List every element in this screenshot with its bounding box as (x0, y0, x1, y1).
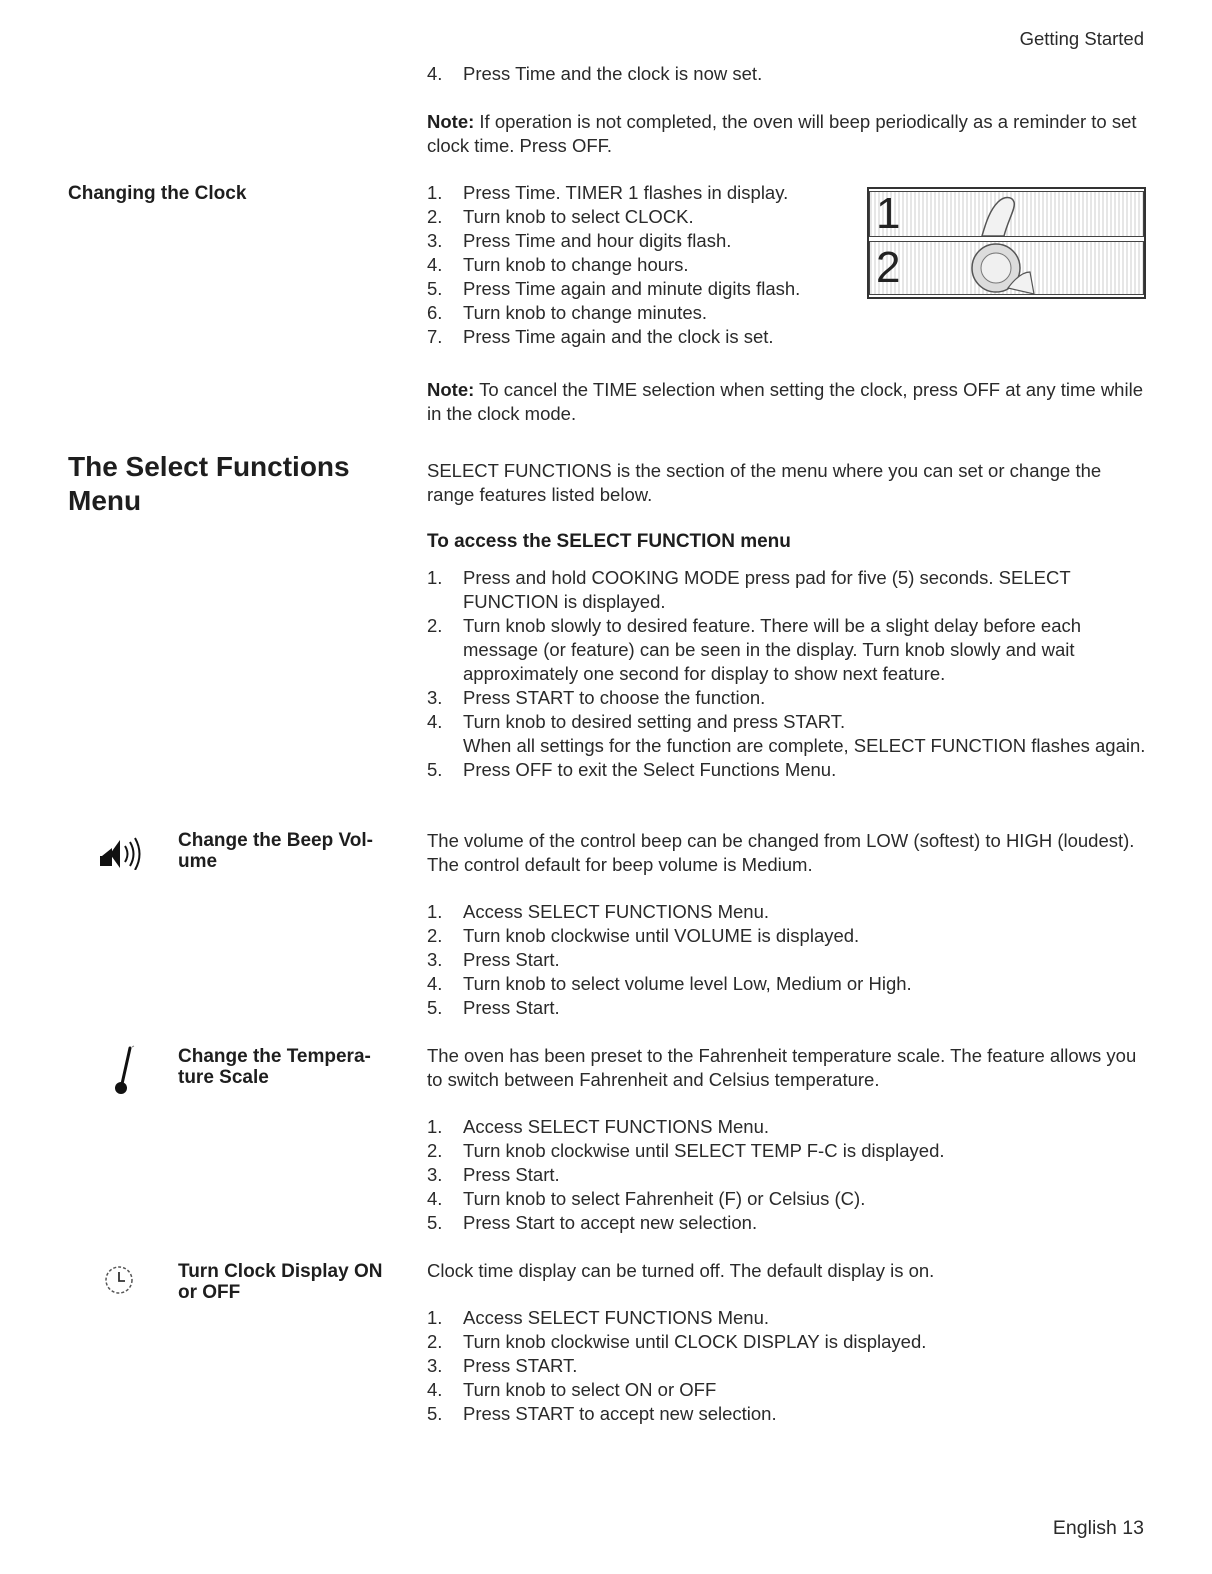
step-text: Press START to choose the function. (463, 687, 766, 708)
step-text: Turn knob clockwise until CLOCK DISPLAY is displayed. (463, 1331, 927, 1352)
step-number: 2. (427, 1331, 443, 1352)
select-functions-steps (427, 566, 1147, 782)
list-item (427, 996, 1147, 1020)
illustration-panel-1 (869, 191, 1144, 237)
list-item (427, 710, 1147, 758)
step-number: 5. (427, 278, 443, 299)
step-text: Access SELECT FUNCTIONS Menu. (463, 1307, 770, 1328)
list-item (427, 1354, 1147, 1378)
step-number: 2. (427, 206, 443, 227)
list-item (427, 1115, 1147, 1139)
step-number: 1. (427, 901, 443, 922)
note-text: If operation is not completed, the oven will beep periodically as a reminder to set clock time. Press OFF. (427, 111, 1137, 156)
step-number: 3. (427, 949, 443, 970)
step-text: Turn knob to select volume level Low, Medium or High. (463, 973, 912, 994)
step-extra-text: When all settings for the function are complete, SELECT FUNCTION flashes again. (463, 735, 1146, 756)
list-item (427, 924, 1147, 948)
step-number: 4. (427, 711, 443, 732)
step-text: Press Start. (463, 949, 560, 970)
step-text: Press START. (463, 1355, 578, 1376)
thermometer-icon (110, 1044, 140, 1100)
clock-note (427, 110, 1147, 158)
step-text: Turn knob to change minutes. (463, 302, 708, 323)
pressing-finger-icon (968, 192, 1048, 236)
step-text: Turn knob to change hours. (463, 254, 689, 275)
step-number: 3. (427, 230, 443, 251)
list-item (427, 972, 1147, 996)
list-item (427, 301, 847, 325)
step-number: 5. (427, 1212, 443, 1233)
step-number: 4. (427, 63, 443, 84)
select-functions-heading: The Select Functions Menu (68, 451, 350, 516)
step-text: Press Time. TIMER 1 flashes in display. (463, 182, 789, 203)
running-header: Getting Started (1019, 28, 1144, 49)
step-number: 1. (427, 567, 443, 588)
step-number: 5. (427, 997, 443, 1018)
list-item (427, 900, 1147, 924)
list-item (427, 1330, 1147, 1354)
step-number: 2. (427, 615, 443, 636)
step-number: 6. (427, 302, 443, 323)
step-text: Press START to accept new selection. (463, 1403, 777, 1424)
step-number: 3. (427, 687, 443, 708)
step-text: Press Time and hour digits flash. (463, 230, 732, 251)
step-text: Press Start. (463, 997, 560, 1018)
heading-line: Change the Beep Vol- (178, 830, 373, 851)
heading-line: Turn Clock Display ON (178, 1261, 383, 1282)
step-number: 4. (427, 1188, 443, 1209)
temp-scale-heading (178, 1046, 408, 1088)
step-number: 4. (427, 1379, 443, 1400)
list-item (427, 1187, 1147, 1211)
clock-display-heading (178, 1261, 413, 1303)
temp-scale-intro: The oven has been preset to the Fahrenheit temperature scale. The feature allows you to switch between Fahrenheit and Celsius temperature. (427, 1045, 1137, 1090)
list-item (427, 1402, 1147, 1426)
step-number: 1. (427, 182, 443, 203)
changing-clock-heading: Changing the Clock (68, 183, 247, 204)
list-item (427, 1306, 1147, 1330)
list-item (427, 566, 1147, 614)
step-text: Press and hold COOKING MODE press pad for five (5) seconds. SELECT FUNCTION is displayed. (463, 567, 1071, 612)
select-function-subheading: To access the SELECT FUNCTION menu (427, 531, 791, 552)
clock-display-steps (427, 1306, 1147, 1426)
note-label: Note: (427, 111, 475, 132)
step-number: 5. (427, 759, 443, 780)
list-item (427, 277, 847, 301)
step-text: Turn knob clockwise until SELECT TEMP F-C is displayed. (463, 1140, 945, 1161)
list-item (427, 1211, 1147, 1235)
beep-volume-steps (427, 900, 1147, 1020)
step-text: Press Start to accept new selection. (463, 1212, 758, 1233)
changing-clock-note (427, 378, 1147, 426)
clock-display-intro: Clock time display can be turned off. The default display is on. (427, 1260, 935, 1281)
panel-number: 2 (876, 243, 901, 292)
changing-clock-steps (427, 181, 847, 349)
step-number: 5. (427, 1403, 443, 1424)
clock-finish-steps (427, 62, 1147, 86)
step-text: Turn knob to desired setting and press START. (463, 711, 846, 732)
knob-icon (968, 242, 1038, 294)
heading-line: ume (178, 851, 218, 872)
step-text: Turn knob to select Fahrenheit (F) or Celsius (C). (463, 1188, 866, 1209)
list-item (427, 229, 847, 253)
clock-icon (102, 1263, 136, 1297)
heading-line: or OFF (178, 1282, 241, 1303)
beep-volume-intro: The volume of the control beep can be changed from LOW (softest) to HIGH (loudest). The control default for beep volume is Medium. (427, 830, 1135, 875)
step-number: 3. (427, 1164, 443, 1185)
list-item (427, 181, 847, 205)
step-text: Press Time again and the clock is set. (463, 326, 774, 347)
step-text: Turn knob to select ON or OFF (463, 1379, 717, 1400)
speaker-volume-icon (98, 834, 144, 870)
clock-setting-illustration (867, 187, 1146, 299)
note-text: To cancel the TIME selection when setting the clock, press OFF at any time while in the clock mode. (427, 379, 1143, 424)
list-item (427, 1378, 1147, 1402)
step-number: 1. (427, 1307, 443, 1328)
step-text: Press Start. (463, 1164, 560, 1185)
step-text: Access SELECT FUNCTIONS Menu. (463, 901, 770, 922)
list-item (427, 1163, 1147, 1187)
step-text: Press OFF to exit the Select Functions Menu. (463, 759, 837, 780)
step-number: 7. (427, 326, 443, 347)
list-item (427, 325, 847, 349)
note-label: Note: (427, 379, 475, 400)
step-text: Press Time and the clock is now set. (463, 63, 763, 84)
list-item (427, 1139, 1147, 1163)
step-text: Turn knob to select CLOCK. (463, 206, 694, 227)
step-number: 2. (427, 1140, 443, 1161)
heading-line: Change the Tempera- (178, 1046, 371, 1067)
beep-volume-heading (178, 830, 408, 872)
list-item (427, 62, 1147, 86)
list-item (427, 205, 847, 229)
step-text: Press Time again and minute digits flash. (463, 278, 801, 299)
step-number: 1. (427, 1116, 443, 1137)
step-number: 2. (427, 925, 443, 946)
step-text: Access SELECT FUNCTIONS Menu. (463, 1116, 770, 1137)
illustration-panel-2 (869, 241, 1144, 295)
step-text: Turn knob clockwise until VOLUME is displayed. (463, 925, 860, 946)
list-item (427, 686, 1147, 710)
step-number: 4. (427, 973, 443, 994)
list-item (427, 614, 1147, 686)
panel-number: 1 (876, 191, 901, 237)
temp-scale-steps (427, 1115, 1147, 1235)
list-item (427, 758, 1147, 782)
select-functions-intro: SELECT FUNCTIONS is the section of the menu where you can set or change the range features listed below. (427, 460, 1102, 505)
list-item (427, 948, 1147, 972)
step-number: 4. (427, 254, 443, 275)
step-number: 3. (427, 1355, 443, 1376)
page-number: English 13 (1052, 1517, 1144, 1539)
heading-line: ture Scale (178, 1067, 269, 1088)
list-item (427, 253, 847, 277)
step-text: Turn knob slowly to desired feature. There will be a slight delay before each message (or feature) can be seen in the display. Turn knob slowly and wait approximately one second for display to show next feature. (463, 615, 1082, 684)
